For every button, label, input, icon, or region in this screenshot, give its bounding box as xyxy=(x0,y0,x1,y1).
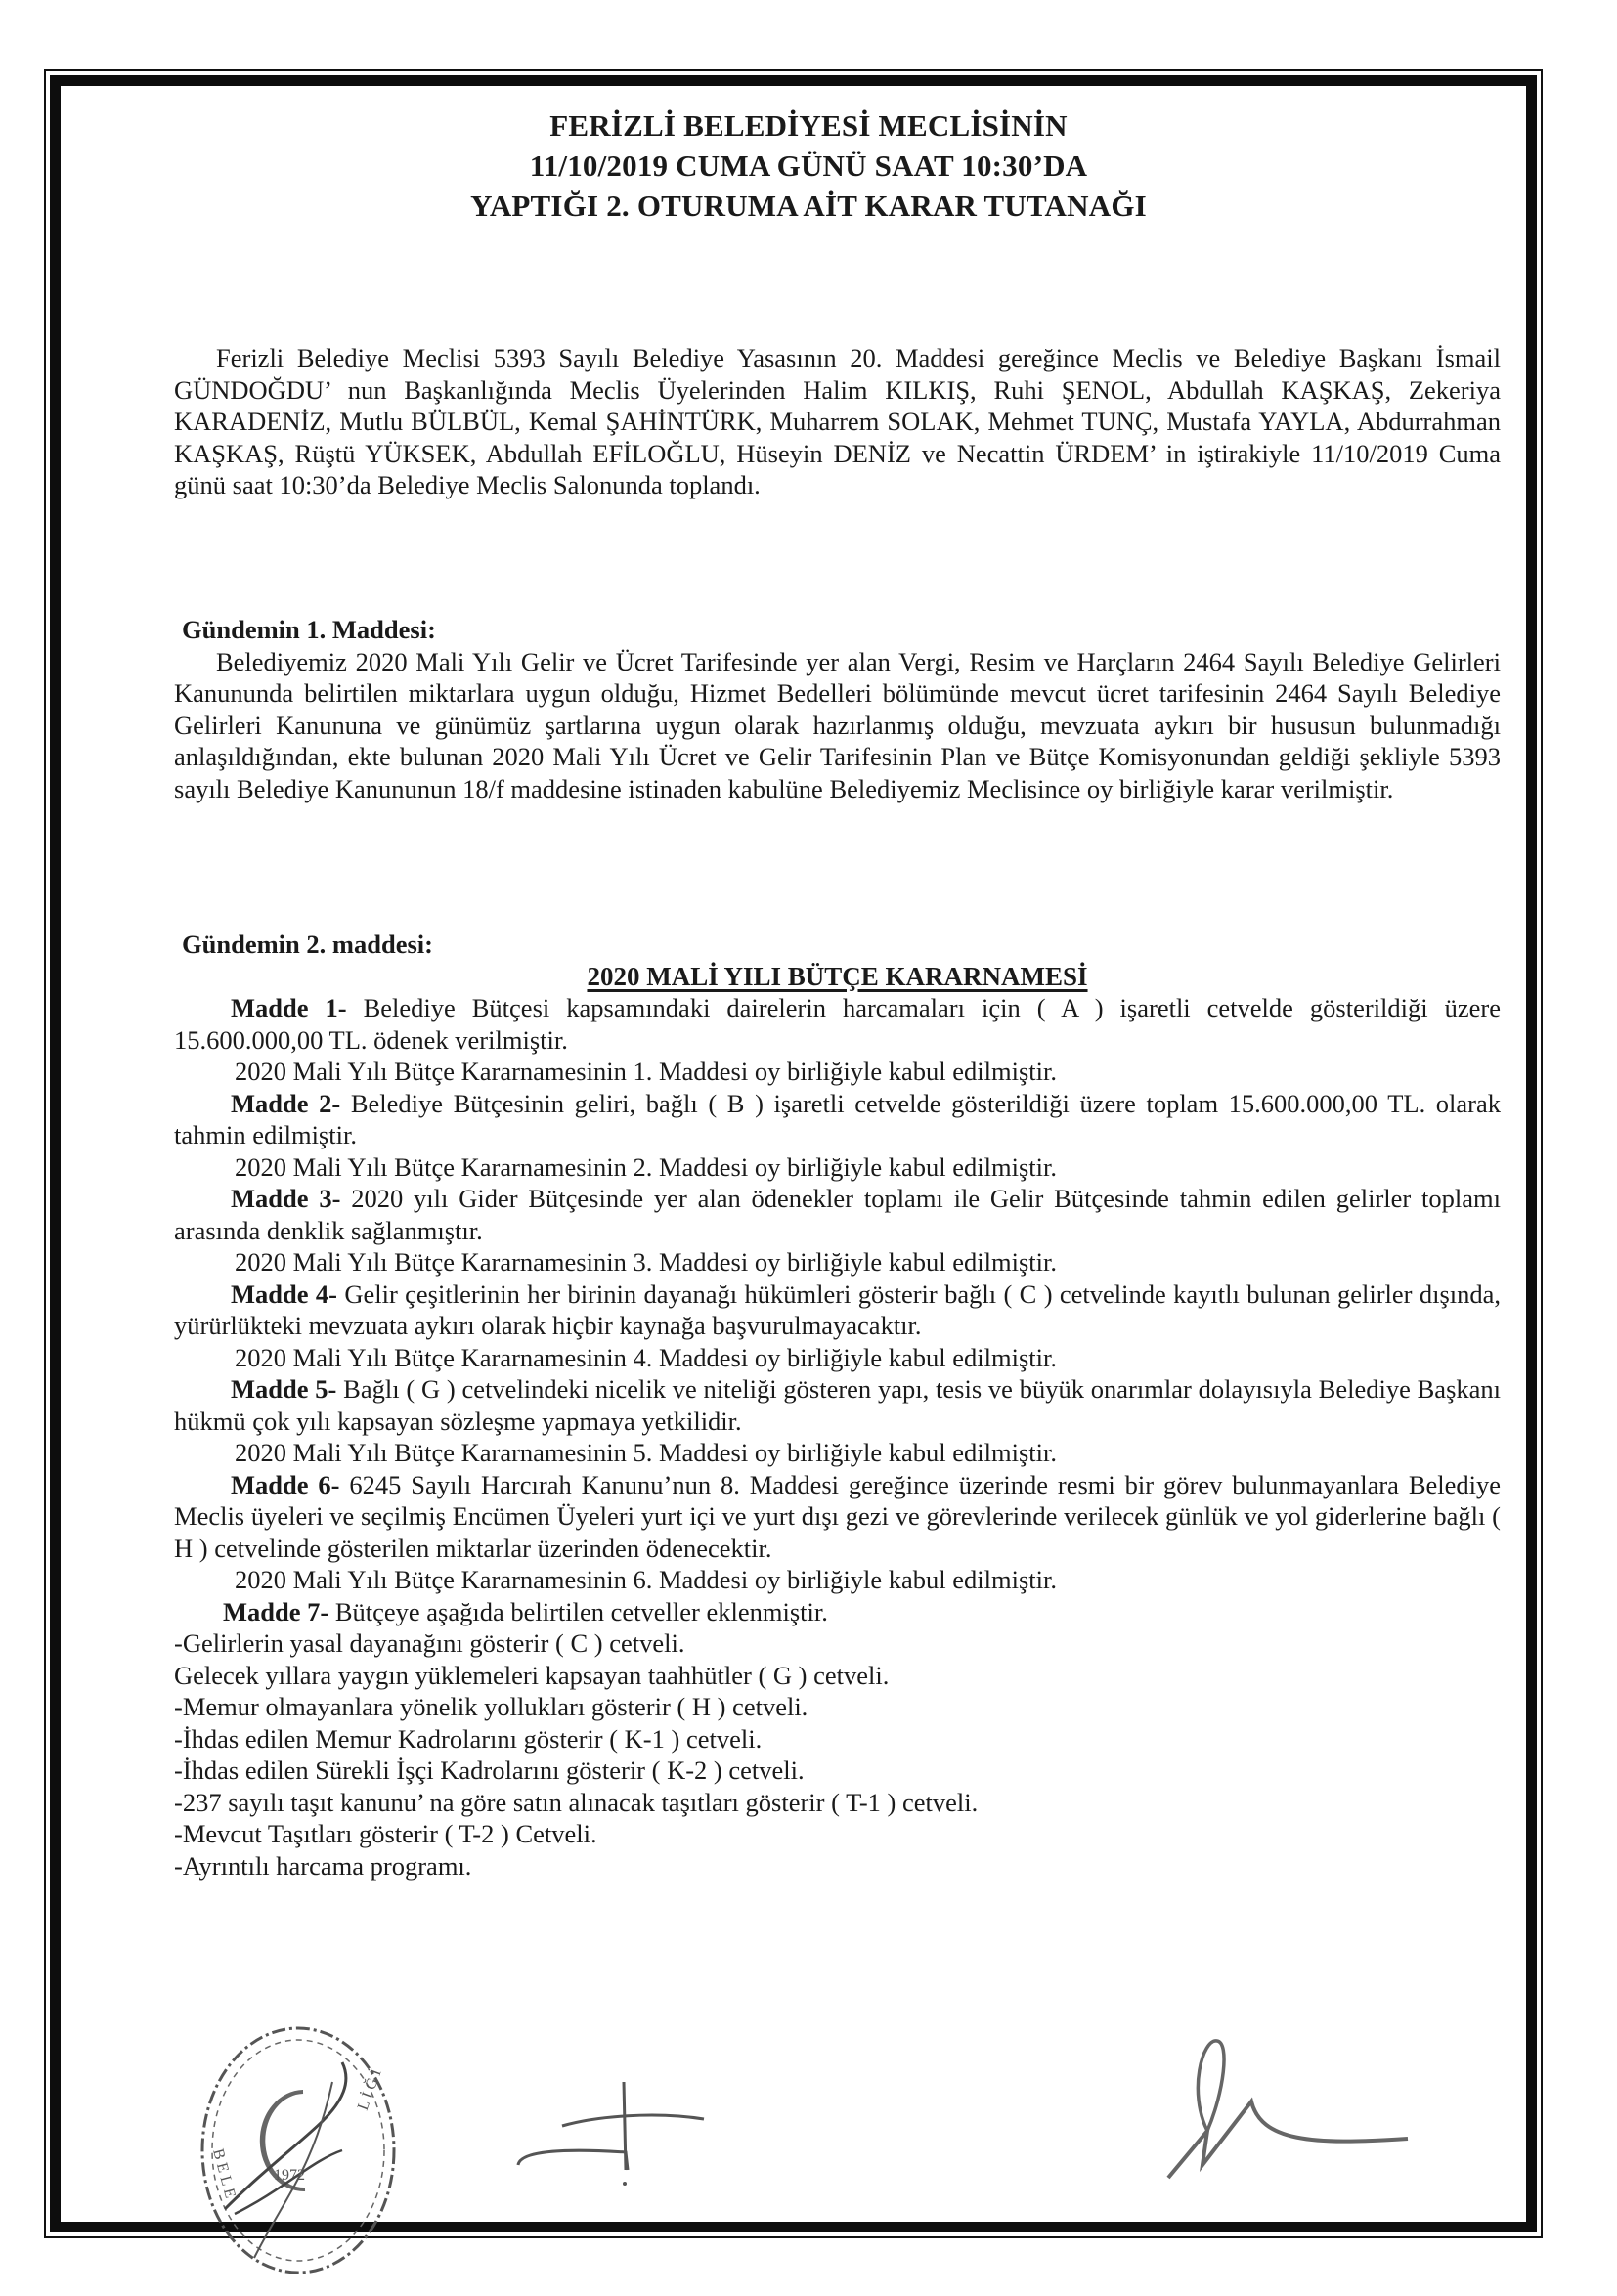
document-title xyxy=(0,106,1617,226)
article-4 xyxy=(174,1278,1501,1342)
schedule-item: -Gelirlerin yasal dayanağını gösterir ( C ) cetveli. xyxy=(174,1628,685,1658)
article-text: 6245 Sayılı Harcırah Kanunu’nun 8. Maddesi gereğince üzerinde resmi bir görev bulunmayanlara Belediye Meclis üyeleri ve seçilmiş Encümen Üyeleri yurt içi ve yurt dışı gezi ve görevlerinde verilecek günlük ve yol giderlerine bağlı ( H ) cetvelinde gösterilen miktarlar üzerinden ödenecektir. xyxy=(174,1469,1502,1563)
agenda-2-heading: Gündemin 2. maddesi: xyxy=(182,930,433,959)
article-label: Madde 2- xyxy=(231,1088,341,1118)
article-7 xyxy=(174,1596,1501,1628)
article-text: Belediye Bütçesinin geliri, bağlı ( B ) işaretli cetvelde gösterildiği üzere toplam 15.600.000,00 TL. olarak tahmin edilmiştir. xyxy=(174,1088,1502,1149)
agenda-1-heading: Gündemin 1. Maddesi: xyxy=(182,615,436,644)
stamp-year: 1972 xyxy=(274,2167,305,2184)
article-label: Madde 4- xyxy=(231,1278,337,1309)
schedule-item: Gelecek yıllara yaygın yüklemeleri kapsayan taahhütler ( G ) cetveli. xyxy=(174,1660,890,1690)
schedule-item: -İhdas edilen Memur Kadrolarını gösterir ( K-1 ) cetveli. xyxy=(174,1723,763,1754)
schedule-item: -Mevcut Taşıtları gösterir ( T-2 ) Cetveli. xyxy=(174,1819,597,1848)
budget-decree-title: 2020 MALİ YILI BÜTÇE KARARNAMESİ xyxy=(587,961,1088,991)
schedule-item: -Memur olmayanlara yönelik yollukları gösterir ( H ) cetveli. xyxy=(174,1692,808,1721)
article-label: Madde 5- xyxy=(231,1374,337,1404)
article-text: 2020 yılı Gider Bütçesinde yer alan ödenekler toplamı ile Gelir Bütçesinde tahmin edilen gelirler toplamı arasında denklik sağlanmıştır. xyxy=(174,1184,1502,1245)
article-1 xyxy=(174,992,1501,1056)
title-line-3: YAPTIĞI 2. OTURUMA AİT KARAR TUTANAĞI xyxy=(470,189,1147,223)
article-3 xyxy=(174,1183,1501,1246)
schedule-item: -İhdas edilen Sürekli İşçi Kadrolarını gösterir ( K-2 ) cetveli. xyxy=(174,1755,805,1785)
article-6 xyxy=(174,1469,1501,1565)
intro-paragraph: Ferizli Belediye Meclisi 5393 Sayılı Belediye Yasasının 20. Maddesi gereğince Meclis ve Belediye Başkanı İsmail GÜNDOĞDU’ nun Başkanlığında Meclis Üyelerinden Halim KILKIŞ, Ruhi ŞENOL, Abdullah KAŞKAŞ, Zekeriya KARADENİZ, Mutlu BÜLBÜL, Kemal ŞAHİNTÜRK, Muharrem SOLAK, Mehmet TUNÇ, Mustafa YAYLA, Abdurrahman KAŞKAŞ, Rüştü YÜKSEK, Abdullah EFİLOĞLU, Hüseyin DENİZ ve Necattin ÜRDEM’ in iştirakiyle 11/10/2019 Cuma günü saat 10:30’da Belediye Meclis Salonunda toplandı. xyxy=(174,343,1501,499)
signature-right xyxy=(1163,2033,1437,2199)
article-label: Madde 1- xyxy=(231,993,347,1022)
title-line-2: 11/10/2019 CUMA GÜNÜ SAAT 10:30’DA xyxy=(529,149,1088,183)
article-5 xyxy=(174,1373,1501,1437)
article-text: Belediye Bütçesi kapsamındaki dairelerin harcamaları için ( A ) işaretli cetvelde gösterildiği üzere 15.600.000,00 TL. ödenek verilmiştir. xyxy=(174,993,1501,1055)
svg-text:L İ Ğ İ: L İ Ğ İ xyxy=(354,2066,385,2113)
article-3-approval: 2020 Mali Yılı Bütçe Kararnamesinin 3. Maddesi oy birliğiyle kabul edilmiştir. xyxy=(235,1247,1057,1277)
agenda-1-block xyxy=(174,614,1501,804)
schedule-item: -237 sayılı taşıt kanunu’ na göre satın alınacak taşıtları gösterir ( T-1 ) cetveli. xyxy=(174,1787,979,1817)
article-text: Gelir çeşitlerinin her birinin dayanağı hükümleri gösterir bağlı ( C ) cetvelinde kayıtlı bulunan gelirler dışında, yürürlükteki mevzuata aykırı olarak hiçbir kaynağa başvurulmayacaktır. xyxy=(174,1278,1502,1340)
article-5-approval: 2020 Mali Yılı Bütçe Kararnamesinin 5. Maddesi oy birliğiyle kabul edilmiştir. xyxy=(235,1438,1057,1467)
article-text: Bütçeye aşağıda belirtilen cetveller eklenmiştir. xyxy=(334,1596,828,1626)
official-seal-stamp xyxy=(196,2023,401,2277)
signature-middle xyxy=(508,2072,743,2189)
svg-text:B E L E: B E L E xyxy=(209,2146,239,2200)
article-label: Madde 3- xyxy=(231,1184,341,1213)
article-4-approval: 2020 Mali Yılı Bütçe Kararnamesinin 4. Maddesi oy birliğiyle kabul edilmiştir. xyxy=(235,1342,1057,1372)
article-text: Bağlı ( G ) cetvelindeki nicelik ve niteliği gösteren yapı, tesis ve büyük onarımlar dolayısıyla Belediye Başkanı hükmü çok yılı kapsayan sözleşme yapmaya yetkilidir. xyxy=(174,1374,1502,1436)
article-2-approval: 2020 Mali Yılı Bütçe Kararnamesinin 2. Maddesi oy birliğiyle kabul edilmiştir. xyxy=(235,1151,1057,1182)
article-6-approval: 2020 Mali Yılı Bütçe Kararnamesinin 6. Maddesi oy birliğiyle kabul edilmiştir. xyxy=(235,1565,1057,1594)
intro-paragraph-block xyxy=(174,342,1501,501)
article-label: Madde 7- xyxy=(223,1596,329,1626)
agenda-1-text: Belediyemiz 2020 Mali Yılı Gelir ve Ücret Tarifesinde yer alan Vergi, Resim ve Harçların 2464 Sayılı Belediye Gelirleri Kanununda belirtilen miktarlara uygun olduğu, Hizmet Bedelleri bölümünde mevcut ücret tarifesinin 2464 Sayılı Belediye Gelirleri Kanununa ve günümüz şartlarına uygun olarak hazırlanmış olduğu, mevzuata aykırı bir hususun bulunmadığı anlaşıldığından, ekte bulunan 2020 Mali Yılı Ücret ve Gelir Tarifesinin Plan ve Bütçe Komisyonundan geldiği şekliyle 5393 sayılı Belediye Kanununun 18/f maddesine istinaden kabulüne Belediyemiz Meclisince oy birliğiyle karar verilmiştir. xyxy=(174,646,1501,803)
article-1-approval: 2020 Mali Yılı Bütçe Kararnamesinin 1. Maddesi oy birliğiyle kabul edilmiştir. xyxy=(235,1057,1057,1086)
article-2 xyxy=(174,1088,1501,1151)
agenda-2-block xyxy=(174,929,1501,1882)
article-label: Madde 6- xyxy=(231,1469,340,1499)
schedule-item: -Ayrıntılı harcama programı. xyxy=(174,1850,472,1881)
title-line-1: FERİZLİ BELEDİYESİ MECLİSİNİN xyxy=(549,108,1068,143)
